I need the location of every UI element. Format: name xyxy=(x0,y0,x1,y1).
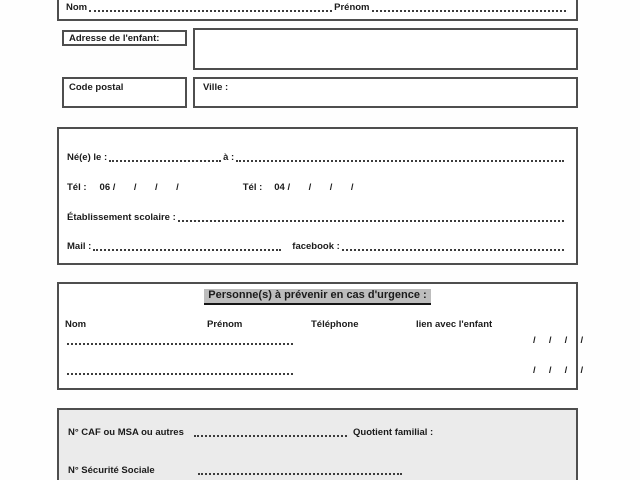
nom-label: Nom xyxy=(66,2,88,13)
emergency-col-telephone: Téléphone xyxy=(311,319,359,330)
caf-dotted-line xyxy=(194,432,347,437)
address-label-box xyxy=(62,30,187,46)
ville-label: Ville : xyxy=(203,82,229,93)
emergency-col-lien: lien avec l'enfant xyxy=(416,319,493,330)
tel2-slots: 04 / / / / xyxy=(274,182,354,193)
prenom-label: Prénom xyxy=(334,2,370,13)
emergency-row-fill xyxy=(293,364,584,376)
name-section-box xyxy=(57,0,578,21)
quotient-familial-label: Quotient familial : xyxy=(353,427,434,438)
phone-row xyxy=(67,181,566,193)
school-dotted-line xyxy=(178,217,564,222)
emergency-row xyxy=(67,364,584,376)
emergency-col-prenom: Prénom xyxy=(207,319,243,330)
nom-dotted-line xyxy=(89,7,332,12)
emergency-title: Personne(s) à prévenir en cas d'urgence : xyxy=(204,289,430,305)
tel1-label: Tél : xyxy=(67,182,87,193)
caf-row xyxy=(68,426,566,438)
birth-place-dotted-line xyxy=(236,157,564,162)
emergency-col-nom: Nom xyxy=(65,319,87,330)
social-section-box xyxy=(57,408,578,480)
ville-box xyxy=(193,77,578,108)
name-row xyxy=(66,1,568,13)
emergency-name-dotted-line xyxy=(67,340,293,345)
facebook-dotted-line xyxy=(342,246,564,251)
code-postal-label: Code postal xyxy=(69,82,124,93)
emergency-row xyxy=(67,334,584,346)
secu-row xyxy=(68,464,566,476)
secu-dotted-line xyxy=(198,470,402,475)
details-section-box xyxy=(57,127,578,265)
school-label: Établissement scolaire : xyxy=(67,212,176,223)
tel2-label: Tél : xyxy=(242,182,263,193)
facebook-label: facebook : xyxy=(292,241,340,252)
emergency-phone-slots: / / / / xyxy=(533,365,584,376)
emergency-name-dotted-line xyxy=(67,370,293,375)
emergency-phone-slots: / / / / xyxy=(533,335,584,346)
school-row xyxy=(67,211,566,223)
emergency-section-box xyxy=(57,282,584,390)
prenom-dotted-line xyxy=(372,7,567,12)
mail-dotted-line xyxy=(93,246,281,251)
birth-place-label: à : xyxy=(223,152,235,163)
emergency-row-fill xyxy=(293,334,584,346)
code-postal-box xyxy=(62,77,187,108)
birth-date-dotted-line xyxy=(109,157,221,162)
birth-row xyxy=(67,151,566,163)
securite-sociale-label: N° Sécurité Sociale xyxy=(68,465,155,476)
caf-label: N° CAF ou MSA ou autres xyxy=(68,427,184,438)
address-field-box xyxy=(193,28,578,70)
address-label: Adresse de l'enfant: xyxy=(69,33,160,44)
birth-label: Né(e) le : xyxy=(67,152,108,163)
tel1-slots: 06 / / / / xyxy=(99,182,179,193)
mail-row xyxy=(67,240,566,252)
emergency-title-wrap xyxy=(59,285,576,305)
mail-label: Mail : xyxy=(67,241,92,252)
